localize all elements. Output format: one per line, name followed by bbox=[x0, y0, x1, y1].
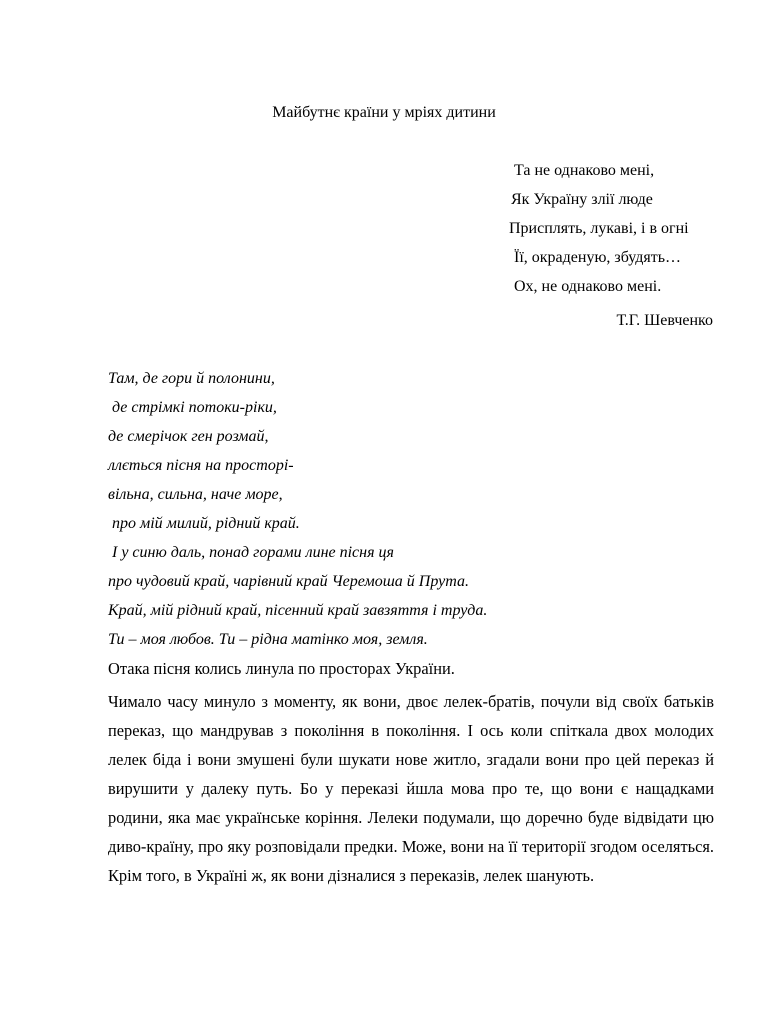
prose-paragraph: Чимало часу минуло з моменту, як вони, двоє лелек-братів, почули від своїх батьків переказ, що мандрував з покоління в покоління. І ось коли спіткала двох молодих лелек біда і вони змушені були шукати нове житло, згадали вони про цей переказ й вирушити у далеку путь. Бо у переказі йшла мова про те, що вони є нащадками родини, яка має українське коріння. Лелеки подумали, що доречно буде відвідати цю диво-країну, про яку розповідали предки. Може, вони на її території згодом оселяться. Крім того, в Україні ж, як вони дізналися з переказів, лелек шанують. bbox=[108, 692, 714, 885]
epigraph-line: Як Україну злії люде bbox=[511, 191, 653, 208]
poem-line: Ти – моя любов. Ти – рідна матінко моя, земля. bbox=[108, 631, 428, 648]
poem-line: Там, де гори й полонини, bbox=[108, 370, 275, 387]
poem-line: І у синю даль, понад горами лине пісня ця bbox=[108, 544, 394, 561]
poem-line: де стрімкі потоки-ріки, bbox=[108, 399, 277, 416]
document-title: Майбутнє країни у мріях дитини bbox=[272, 104, 496, 121]
prose bbox=[108, 658, 714, 890]
poem-line: вільна, сильна, наче море, bbox=[108, 486, 283, 503]
poem-line: про мій милий, рідний край. bbox=[108, 515, 300, 532]
epigraph-author: Т.Г. Шевченко bbox=[616, 312, 713, 329]
poem-line: ллється пісня на просторі- bbox=[108, 457, 294, 474]
poem-line: Край, мій рідний край, пісенний край завзяття і труда. bbox=[108, 602, 488, 619]
epigraph bbox=[509, 160, 739, 305]
prose-intro: Отака пісня колись линула по просторах України. bbox=[108, 659, 455, 678]
epigraph-line: Та не однаково мені, bbox=[514, 162, 655, 179]
poem-line: про чудовий край, чарівний край Черемоша й Прута. bbox=[108, 573, 469, 590]
poem-line: де смерічок ген розмай, bbox=[108, 428, 269, 445]
epigraph-line: Ох, не однаково мені. bbox=[514, 278, 662, 295]
epigraph-line: Її, окраденую, збудять… bbox=[514, 249, 682, 266]
epigraph-line: Присплять, лукаві, і в огні bbox=[509, 220, 689, 237]
poem bbox=[108, 368, 728, 658]
